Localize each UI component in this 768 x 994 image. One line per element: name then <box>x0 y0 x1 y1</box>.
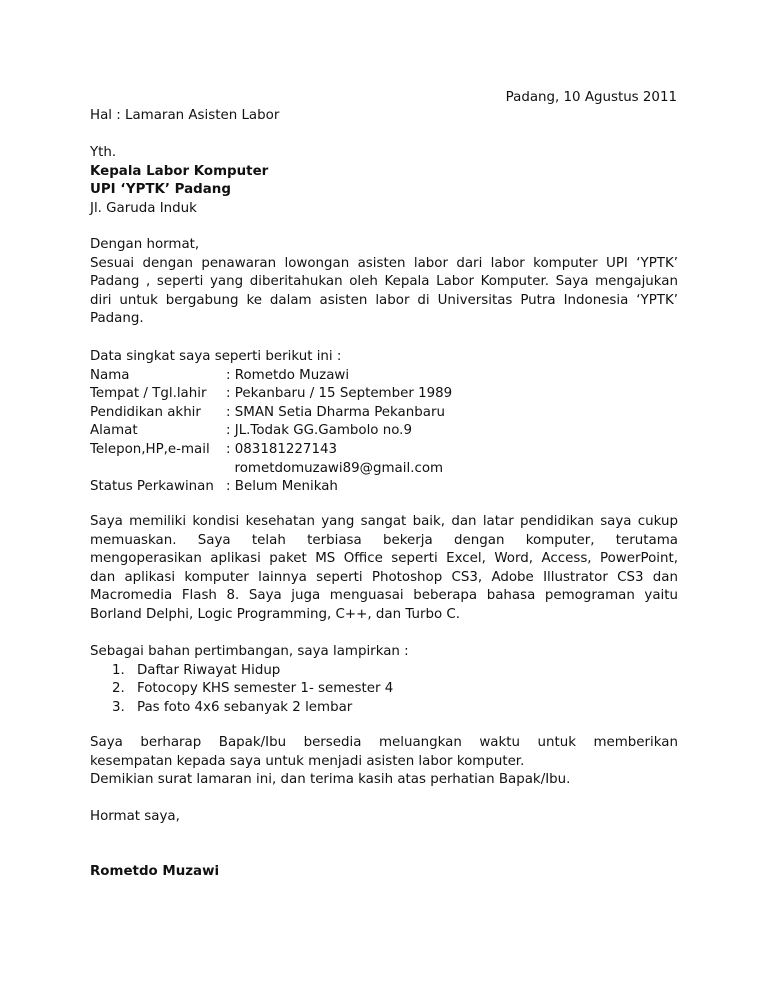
data-row <box>90 404 678 423</box>
attachment-text: Daftar Riwayat Hidup <box>137 662 281 678</box>
skills-line: Borland Delphi, Logic Programming, C++, dan Turbo C. <box>90 606 461 622</box>
subject-text: Hal : Lamaran Asisten Labor <box>90 108 280 123</box>
sign-off-block <box>90 808 678 827</box>
data-label: Tempat / Tgl.lahir <box>90 386 207 402</box>
data-row <box>90 385 678 404</box>
attachment-item <box>90 680 678 699</box>
data-value: : Rometdo Muzawi <box>226 367 350 383</box>
attachment-text: Fotocopy KHS semester 1- semester 4 <box>137 681 394 697</box>
attachment-item <box>90 662 678 681</box>
data-value: rometdomuzawi89@gmail.com <box>226 460 444 476</box>
attachment-text: Pas foto 4x6 sebanyak 2 lembar <box>137 699 353 715</box>
closing-paragraph <box>90 734 678 790</box>
opening-greeting: Dengan hormat, <box>90 237 200 252</box>
intro-paragraph <box>90 236 678 329</box>
skills-line: Macromedia Flash 8. Saya juga menguasai beberapa bahasa pemograman yaitu <box>90 588 678 604</box>
intro-line: Padang , seperti yang diberitahukan oleh Kepala Labor Komputer. Saya mengajukan <box>90 274 678 290</box>
data-value: : Belum Menikah <box>226 479 338 495</box>
recipient-address: Jl. Garuda Induk <box>90 200 197 216</box>
skills-line: dan aplikasi komputer lainnya seperti Photoshop CS3, Adobe Illustrator CS3 dan <box>90 569 678 585</box>
signer-name: Rometdo Muzawi <box>90 864 220 879</box>
sign-off: Hormat saya, <box>90 809 180 824</box>
data-row <box>90 441 678 460</box>
skills-line: memuaskan. Saya telah terbiasa bekerja dengan komputer, terutama <box>90 532 678 548</box>
subject-line <box>90 107 678 126</box>
attachment-item <box>90 699 678 718</box>
recipient-block <box>90 144 678 218</box>
letter-date: Padang, 10 Agustus 2011 <box>505 90 677 105</box>
data-row <box>90 367 678 386</box>
data-label: Alamat <box>90 423 138 439</box>
closing-line: Saya berharap Bapak/Ibu bersedia meluangkan waktu untuk memberikan <box>90 735 678 750</box>
data-intro: Data singkat saya seperti berikut ini : <box>90 349 342 364</box>
data-value: : 083181227143 <box>226 441 338 457</box>
personal-data-block <box>90 348 678 497</box>
data-value: : Pekanbaru / 15 September 1989 <box>226 386 453 402</box>
attachment-number: 1. <box>112 662 125 678</box>
skills-line: Saya memiliki kondisi kesehatan yang sangat baik, dan latar pendidikan saya cukup <box>90 514 678 529</box>
attachments-block <box>90 643 678 717</box>
data-label: Telepon,HP,e-mail <box>90 441 210 457</box>
data-label: Status Perkawinan <box>90 479 214 495</box>
skills-line: mengoperasikan aplikasi paket MS Office seperti Excel, Word, Access, PowerPoint, <box>90 551 678 567</box>
data-value: : SMAN Setia Dharma Pekanbaru <box>226 404 445 420</box>
data-value: : JL.Todak GG.Gambolo no.9 <box>226 423 412 439</box>
intro-line: Padang. <box>90 311 144 327</box>
attachments-intro: Sebagai bahan pertimbangan, saya lampirkan : <box>90 644 409 659</box>
signature-block <box>90 863 678 882</box>
attachment-number: 3. <box>112 699 125 715</box>
attachment-number: 2. <box>112 681 125 697</box>
skills-paragraph <box>90 513 678 625</box>
recipient-salutation: Yth. <box>90 145 117 160</box>
data-label: Nama <box>90 367 130 383</box>
data-label <box>90 460 226 479</box>
intro-line: Sesuai dengan penawaran lowongan asisten labor dari labor komputer UPI ‘YPTK’ <box>90 255 678 271</box>
intro-line: diri untuk bergabung ke dalam asisten labor di Universitas Putra Indonesia ‘YPTK’ <box>90 292 678 308</box>
data-row <box>90 422 678 441</box>
recipient-institution: UPI ‘YPTK’ Padang <box>90 182 231 198</box>
recipient-title: Kepala Labor Komputer <box>90 163 269 179</box>
data-label: Pendidikan akhir <box>90 404 201 420</box>
closing-line: Demikian surat lamaran ini, dan terima kasih atas perhatian Bapak/Ibu. <box>90 772 571 788</box>
data-row <box>90 478 678 497</box>
data-row <box>90 460 678 479</box>
closing-line: kesempatan kepada saya untuk menjadi asisten labor komputer. <box>90 753 525 769</box>
